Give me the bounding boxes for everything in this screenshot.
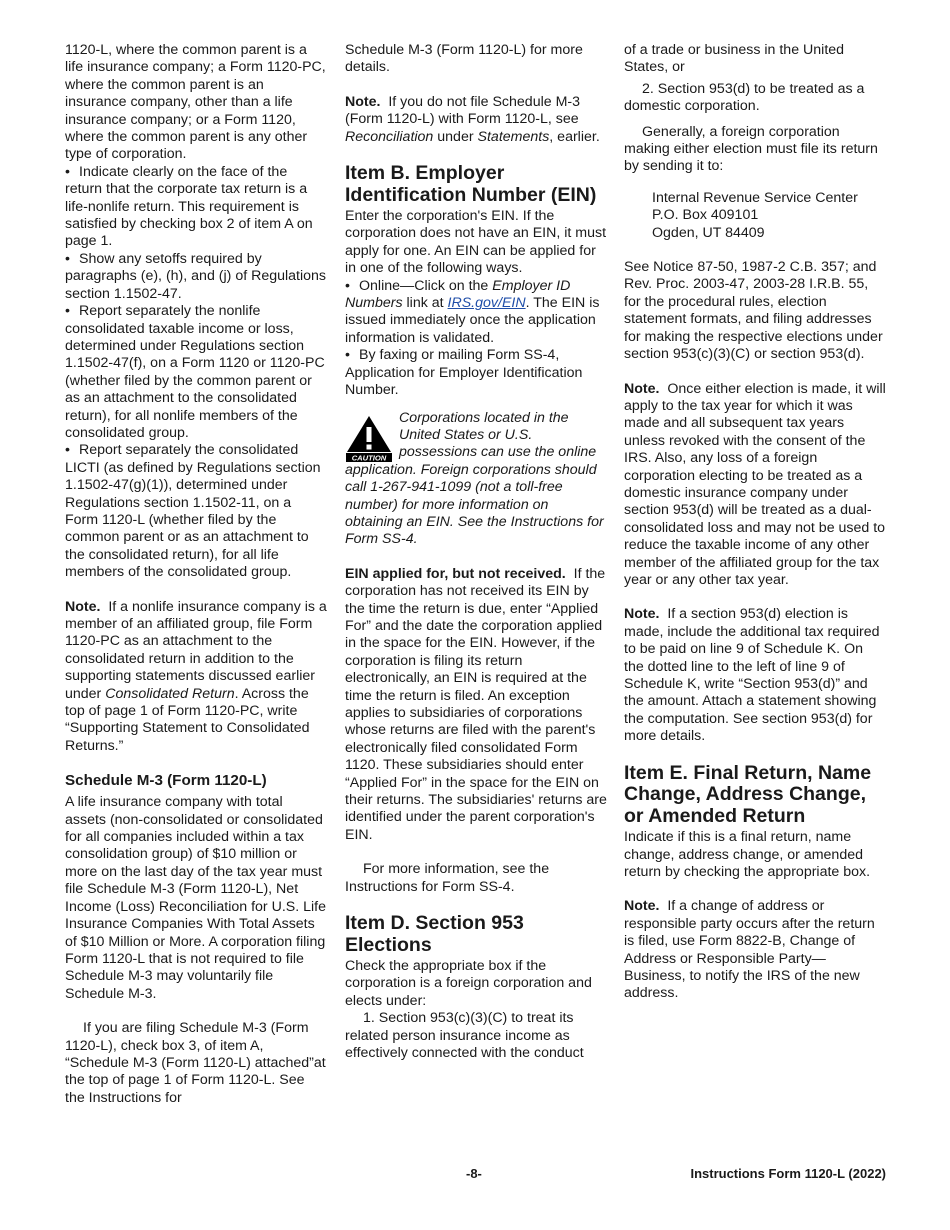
bullet-icon: • (345, 277, 350, 294)
bullet-icon: • (65, 250, 70, 267)
bullet-icon: • (65, 163, 70, 180)
paragraph: Enter the corporation's EIN. If the corporation does not have an EIN, it must apply for one. An EIN can be applied for in one of the following ways. (345, 208, 607, 277)
paragraph: A life insurance company with total assets (non-consolidated or consolidated for all companies included within a tax consolidation group) of $10 million or more on the last day of the tax year must file Schedule M-3 (Form 1120-L), Net Income (Loss) Reconciliation for U.S. Life Insurance Companies With Total Assets of $10 Million or More. A corporation filing Form 1120-L that is not required to file Schedule M-3 may voluntarily file Schedule M-3. (65, 794, 327, 1002)
bullet-item: • Indicate clearly on the face of the return that the corporate tax return is a life-nonlife return. This requirement is satisfied by checking box 2 of item A on page 1. (65, 163, 313, 250)
column-2 (345, 42, 607, 1063)
item-d-heading: Item D. Section 953 Elections (345, 912, 524, 956)
item-b-heading: Item B. Employer Identification Number (EIN) (345, 162, 597, 206)
paragraph: Generally, a foreign corporation making either election must file its return by sending it to: (624, 123, 878, 175)
paragraph: 2. Section 953(d) to be treated as a domestic corporation. (624, 80, 865, 115)
column-3 (624, 42, 886, 1003)
caution-label: CAUTION (351, 453, 387, 462)
note-paragraph: Note. If a change of address or responsible party occurs after the return is filed, use Form 8822-B, Change of Address or Responsible Party—Business, to notify the IRS of the new address. (624, 898, 875, 1002)
note-paragraph: Note. If a section 953(d) election is made, include the additional tax required to be paid on line 9 of Schedule K. On the dotted line to the left of line 9 of Schedule K, write “Section 953(d)” and the amount. Attach a statement showing the computation. See section 953(d) for more details. (624, 606, 880, 745)
paragraph: EIN applied for, but not received. If the corporation has not received its EIN by the time the return is due, enter “Applied For” and the date the corporation applied in the space for the EIN. However, if the corporation is filing its return electronically, an EIN is required at the time the return is filed. An exception applies to subsidiaries of corporations whose returns are filed with the parent's electronically filed consolidated Form 1120. These subsidiaries should enter “Applied For” in the space for the EIN on their returns. The subsidiaries' returns are identified under the parent corporation's EIN. (345, 565, 607, 843)
bullet-item: • Report separately the nonlife consolidated taxable income or loss, determined under Regulations section 1.1502-47(f), on a Form 1120 or 1120-PC (whether filed by the common parent or as an attachment to the consolidated return), for all nonlife members of the consolidated group. (65, 303, 325, 441)
caution-text: Corporations located in the United States or U.S. possessions can use the online application. Foreign corporations should call 1-267-941-1099 (not a toll-free number) for more information on obtaining an EIN. See the Instructions for Form SS-4. (345, 409, 604, 548)
page-number: -8- (466, 1166, 482, 1181)
paragraph: Schedule M-3 (Form 1120-L) for more details. (345, 42, 583, 76)
paragraph: For more information, see the Instructions for Form SS-4. (345, 861, 550, 895)
column-1 (65, 42, 327, 1107)
paragraph: 1. Section 953(c)(3)(C) to treat its related person insurance income as effectively connected with the conduct (345, 1010, 584, 1062)
bullet-icon: • (65, 303, 70, 320)
mailing-address: Internal Revenue Service Center P.O. Box 409101 Ogden, UT 84409 (652, 189, 858, 241)
bullet-item: • Online—Click on the Employer ID Numbers link at IRS.gov/EIN. The EIN is issued immediately once the application information is validated. (345, 277, 600, 346)
bullet-icon: • (65, 442, 70, 459)
paragraph: Indicate if this is a final return, name change, address change, or amended return by checking the appropriate box. (624, 829, 871, 880)
note-paragraph: Note. If you do not file Schedule M-3 (Form 1120-L) with Form 1120-L, see Reconciliation under Statements, earlier. (345, 93, 600, 145)
schedule-m3-heading: Schedule M-3 (Form 1120-L) (65, 772, 267, 790)
bullet-item: • Show any setoffs required by paragraphs (e), (h), and (j) of Regulations section 1.1502-47. (65, 250, 327, 302)
bullet-item: • Report separately the consolidated LICTI (as defined by Regulations section 1.1502-47(g)(1)), determined under Regulations section 1.1502-11, on a Form 1120-L (whether filed by the common parent or as an attachment to the consolidated return), for all life members of the consolidated group. (65, 442, 321, 581)
caution-icon (345, 414, 393, 462)
paragraph: See Notice 87-50, 1987-2 C.B. 357; and Rev. Proc. 2003-47, 2003-28 I.R.B. 55, for the procedural rules, election statement formats, and filing addresses for making the respective elections under section 953(c)(3)(C) or section 953(d). (624, 259, 883, 363)
paragraph: If you are filing Schedule M-3 (Form 1120-L), check box 3, of item A, “Schedule M-3 (Form 1120-L) attached”at the top of page 1 of Form 1120-L. See the Instructions for (65, 1020, 326, 1106)
note-paragraph: Note. If a nonlife insurance company is a member of an affiliated group, file Form 1120-PC as an attachment to the consolidated return in addition to the supporting statements discussed earlier under Consolidated Return. Across the top of page 1 of Form 1120-PC, write “Supporting Statement to Consolidated Returns.” (65, 598, 327, 754)
paragraph: 1120-L, where the common parent is a life insurance company; a Form 1120-PC, where the common parent is an insurance company, other than a life insurance company; or a Form 1120, where the common parent is any other type of corporation. (65, 42, 326, 163)
paragraph: of a trade or business in the United States, or (624, 42, 845, 76)
document-title: Instructions Form 1120-L (2022) (690, 1166, 886, 1181)
caution-box (345, 410, 607, 549)
paragraph: Check the appropriate box if the corporation is a foreign corporation and elects under: (345, 958, 592, 1009)
bullet-item: • By faxing or mailing Form SS-4, Application for Employer Identification Number. (345, 347, 583, 399)
bullet-icon: • (345, 347, 350, 364)
irs-ein-link[interactable]: IRS.gov/EIN (447, 295, 526, 312)
note-paragraph: Note. Once either election is made, it will apply to the tax year for which it was made and all subsequent tax years unless revoked with the consent of the IRS. Also, any loss of a foreign corporation electing to be treated as a domestic insurance company under section 953(d) will be treated as a dual-consolidated loss and may not be used to reduce the taxable income of any other member of the affiliated group for the tax year or any other tax year. (624, 380, 886, 588)
item-e-heading: Item E. Final Return, Name Change, Address Change, or Amended Return (624, 761, 872, 827)
